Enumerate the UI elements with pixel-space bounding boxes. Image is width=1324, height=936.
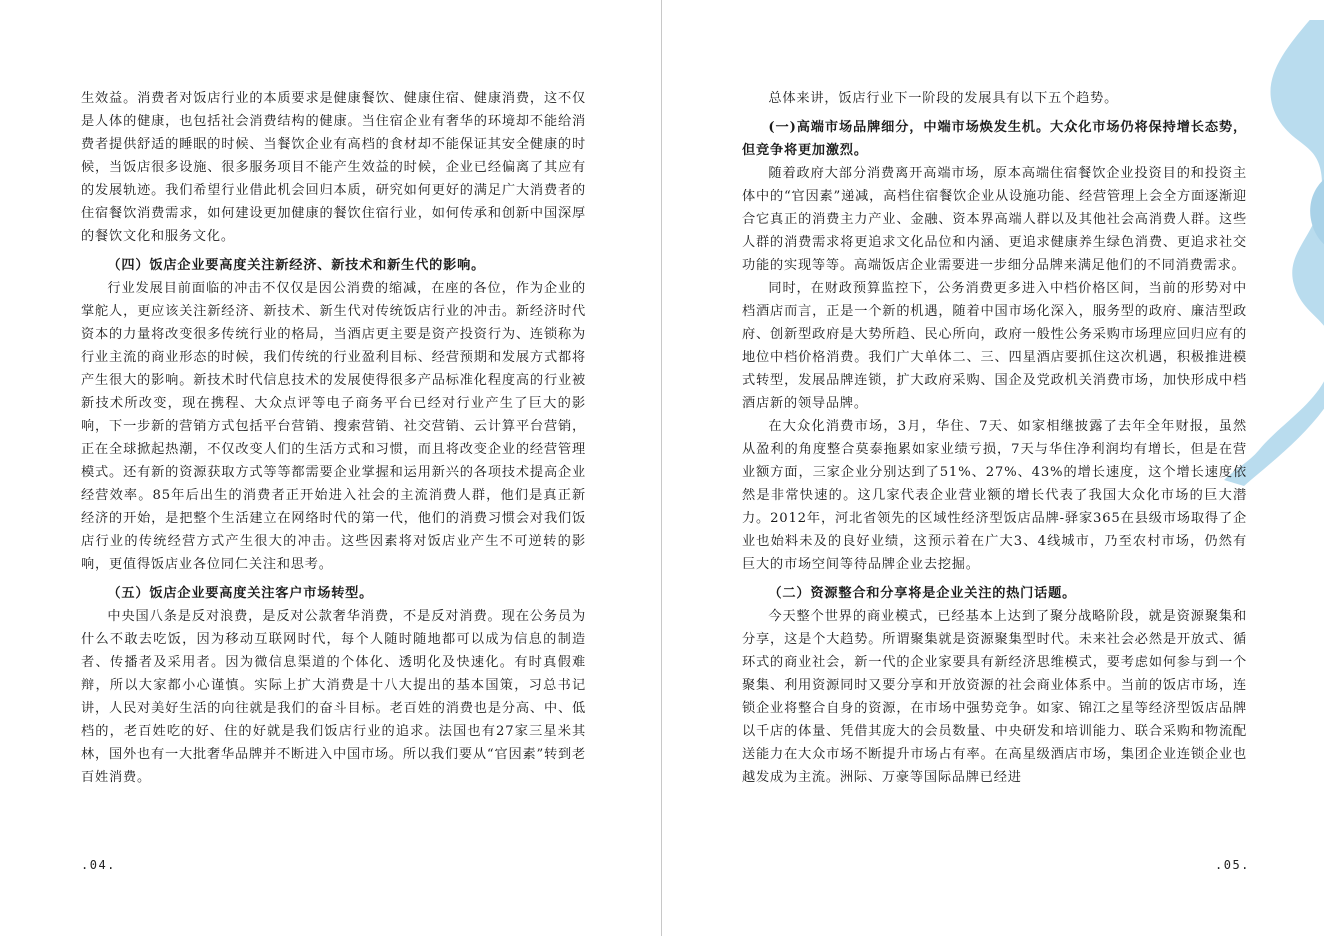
page-number-left: .04. <box>81 858 116 872</box>
paragraph: 中央国八条是反对浪费，是反对公款奢华消费，不是反对消费。现在公务员为什么不敢去吃饭，因为移动互联网时代，每个人随时随地都可以成为信息的制造者、传播者及采用者。因为微信息渠道的个体化、透明化及快速化。有时真假难辩，所以大家都小心谨慎。实际上扩大消费是十八大提出的基本国策，习总书记讲，人民对美好生活的向往就是我们的奋斗目标。老百姓的消费也是分高、中、低档的，老百姓吃的好、住的好就是我们饭店行业的追求。法国也有27家三星米其林，国外也有一大批奢华品牌并不断进入中国市场。所以我们要从“官因素”转到老百姓消费。 <box>81 609 586 785</box>
page-number-right: .05. <box>1215 858 1250 872</box>
left-page-body <box>81 87 586 789</box>
left-page <box>0 0 661 936</box>
paragraph: 同时，在财政预算监控下，公务消费更多进入中档价格区间，当前的形势对中档酒店而言，正是一个新的机遇，随着中国市场化深入，服务型的政府、廉洁型政府、创新型政府是大势所趋、民心所向，政府一般性公务采购市场理应回归应有的地位中档价格消费。我们广大单体二、三、四星酒店要抓住这次机遇，积极推进模式转型，发展品牌连锁，扩大政府采购、国企及党政机关消费市场，加快形成中档酒店新的领导品牌。 <box>742 281 1247 411</box>
paragraph: 在大众化消费市场，3月，华住、7天、如家相继披露了去年全年财报，虽然从盈利的角度整合莫泰拖累如家业绩亏损，7天与华住净利润均有增长，但是在营业额方面，三家企业分别达到了51%、27%、43%的增长速度，这个增长速度依然是非常快速的。这几家代表企业营业额的增长代表了我国大众化市场的巨大潜力。2012年，河北省领先的区域性经济型饭店品牌-驿家365在县级市场取得了企业也始料未及的良好业绩，这预示着在广大3、4线城市，乃至农村市场，仍然有巨大的市场空间等待品牌企业去挖掘。 <box>742 419 1247 572</box>
right-page <box>662 0 1324 936</box>
right-page-body <box>742 87 1247 789</box>
paragraph: 总体来讲，饭店行业下一阶段的发展具有以下五个趋势。 <box>768 91 1119 106</box>
paragraph: 行业发展目前面临的冲击不仅仅是因公消费的缩减，在座的各位，作为企业的掌舵人，更应该关注新经济、新技术、新生代对传统饭店行业的冲击。新经济时代资本的力量将改变很多传统行业的格局，当酒店更主要是资产投资行为、连锁称为行业主流的商业形态的时候，我们传统的行业盈利目标、经营预期和发展方式都将产生很大的影响。新技术时代信息技术的发展使得很多产品标准化程度高的行业被新技术所改变，现在携程、大众点评等电子商务平台已经对行业产生了巨大的影响，下一步新的营销方式包括平台营销、搜索营销、社交营销、云计算平台营销，正在全球掀起热潮，不仅改变人们的生活方式和习惯，而且将改变企业的经营管理模式。还有新的资源获取方式等等都需要企业掌握和运用新兴的各项技术提高企业经营效率。85年后出生的消费者正开始进入社会的主流消费人群，他们是真正新经济的开始，是把整个生活建立在网络时代的第一代，他们的消费习惯会对我们饭店行业的传统经营方式产生很大的冲击。这些因素将对饭店业产生不可逆转的影响，更值得饭店业各位同仁关注和思考。 <box>81 281 586 572</box>
section-heading-4: （四）饭店企业要高度关注新经济、新技术和新生代的影响。 <box>107 258 486 273</box>
section-heading-5: （五）饭店企业要高度关注客户市场转型。 <box>107 586 374 601</box>
section-heading-1: (一)高端市场品牌细分，中端市场焕发生机。大众化市场仍将保持增长态势，但竞争将更加激烈。 <box>742 120 1247 158</box>
paragraph: 今天整个世界的商业模式，已经基本上达到了聚分战略阶段，就是资源聚集和分享，这是个大趋势。所谓聚集就是资源聚集型时代。未来社会必然是开放式、循环式的商业社会，新一代的企业家要具有新经济思维模式，要考虑如何参与到一个聚集、利用资源同时又要分享和开放资源的社会商业体系中。当前的饭店市场，连锁企业将整合自身的资源，在市场中强势竞争。如家、锦江之星等经济型饭店品牌以千店的体量、凭借其庞大的会员数量、中央研发和培训能力、联合采购和物流配送能力在大众市场不断提升市场占有率。在高星级酒店市场，集团企业连锁企业也越发成为主流。洲际、万豪等国际品牌已经进 <box>742 609 1247 785</box>
paragraph: 随着政府大部分消费离开高端市场，原本高端住宿餐饮企业投资目的和投资主体中的“官因素”递减，高档住宿餐饮企业从设施功能、经营管理上会全方面逐渐迎合它真正的消费主力产业、金融、资本界高端人群以及其他社会高消费人群。这些人群的消费需求将更追求文化品位和内涵、更追求健康养生绿色消费、更追求社交功能的实现等等。高端饭店企业需要进一步细分品牌来满足他们的不同消费需求。 <box>742 166 1247 273</box>
section-heading-2: （二）资源整合和分享将是企业关注的热门话题。 <box>768 586 1077 601</box>
paragraph: 生效益。消费者对饭店行业的本质要求是健康餐饮、健康住宿、健康消费，这不仅是人体的健康，也包括社会消费结构的健康。当住宿企业有奢华的环境却不能给消费者提供舒适的睡眠的时候、当餐饮企业有高档的食材却不能保证其安全健康的时候，当饭店很多设施、很多服务项目不能产生效益的时候，企业已经偏离了其应有的发展轨迹。我们希望行业借此机会回归本质，研究如何更好的满足广大消费者的住宿餐饮消费需求，如何建设更加健康的餐饮住宿行业，如何传承和创新中国深厚的餐饮文化和服务文化。 <box>81 91 586 244</box>
